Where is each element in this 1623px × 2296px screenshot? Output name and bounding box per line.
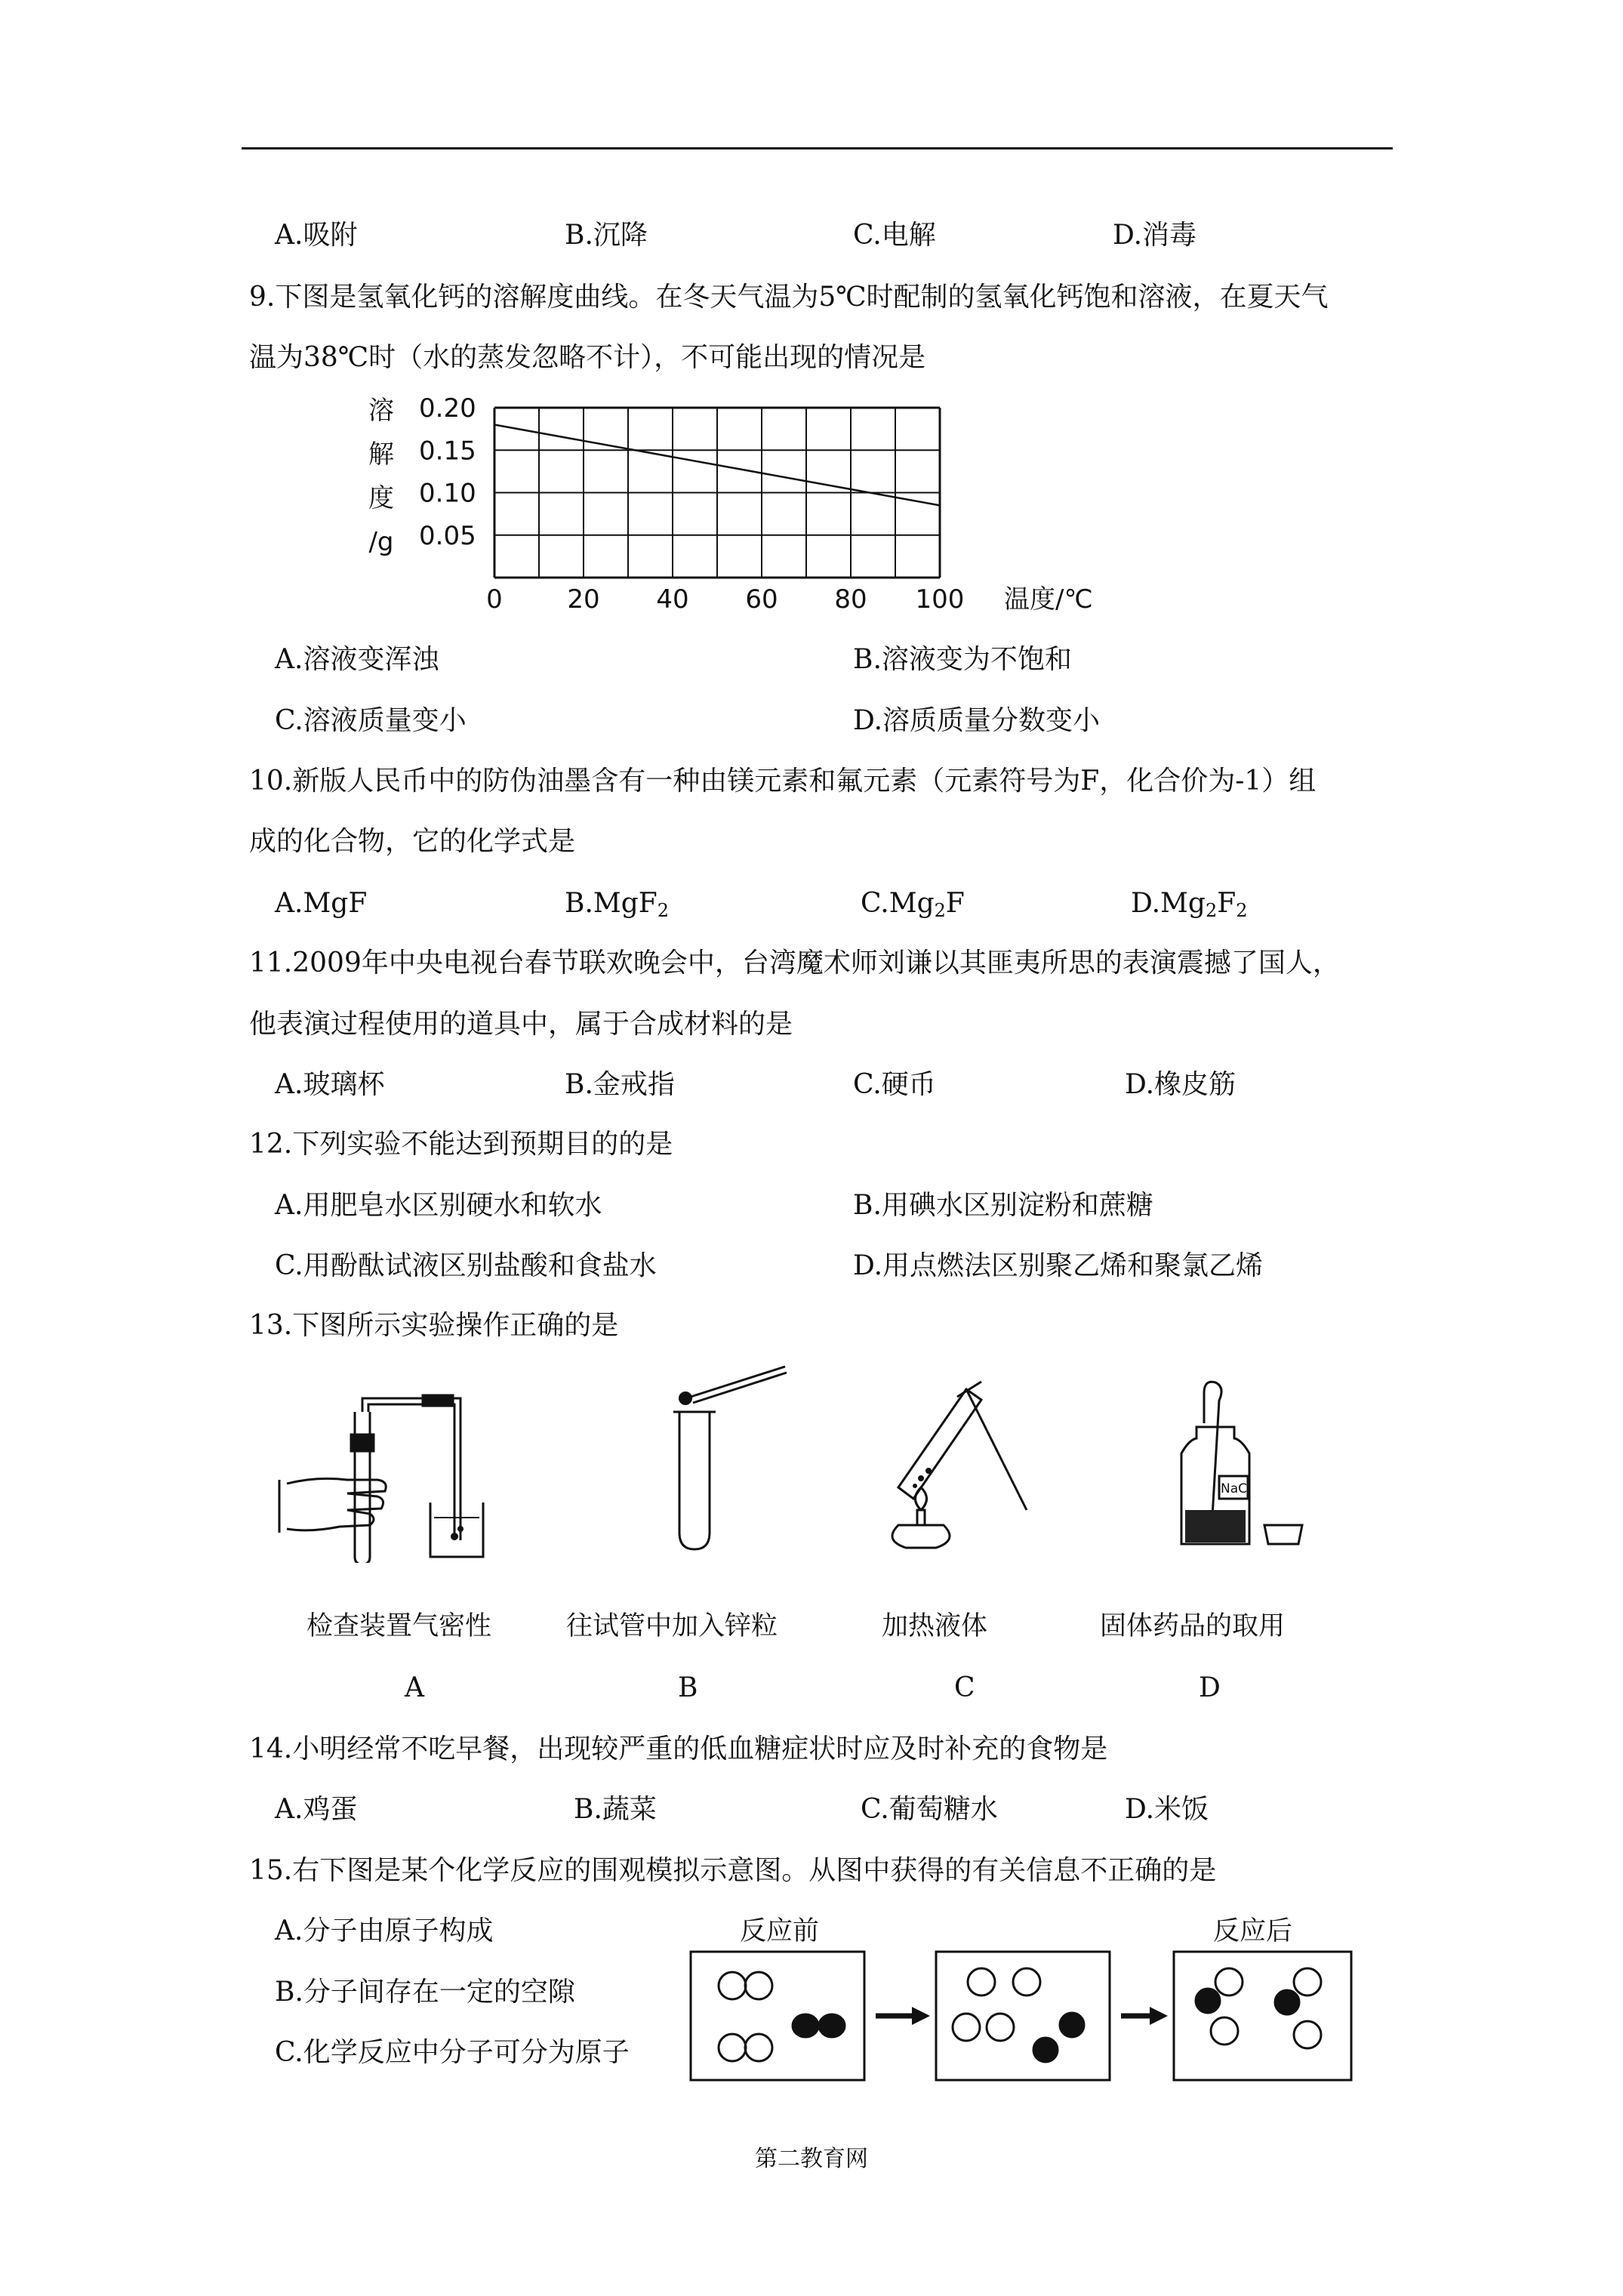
q14-option-b: B.蔬菜 xyxy=(574,1794,657,1825)
q12-option-c: C.用酚酞试液区别盐酸和食盐水 xyxy=(275,1250,657,1281)
x-tick-label: 0 xyxy=(486,584,503,615)
q11-stem-line2: 他表演过程使用的道具中，属于合成材料的是 xyxy=(249,1009,793,1040)
y-axis-label-char: 溶 xyxy=(368,396,394,426)
y-axis-label-char: 度 xyxy=(368,483,394,513)
q10-option-c: $C.Mg_2F$ xyxy=(861,888,965,921)
y-axis-label-char: /g xyxy=(368,527,394,557)
q11-option-c: C.硬币 xyxy=(853,1069,936,1100)
q11-option-b: B.金戒指 xyxy=(565,1069,675,1100)
header-rule xyxy=(242,147,1393,149)
x-tick-label: 80 xyxy=(834,584,867,615)
after-reaction-label: 反应后 xyxy=(1213,1916,1293,1946)
q11-option-d: D.橡皮筋 xyxy=(1125,1069,1236,1100)
page-footer: 第二教育网 xyxy=(755,2146,868,2172)
q10-option-b: B.MgF$_2$ xyxy=(565,888,670,921)
q10-stem-line1: 10.新版人民币中的防伪油墨含有一种由镁元素和氟元素（元素符号为F，化合价为-1）组 xyxy=(249,766,1317,797)
q13-stem: 13.下图所示实验操作正确的是 xyxy=(249,1310,619,1341)
solubility-chart xyxy=(355,389,1125,630)
q9-option-c: C.溶液质量变小 xyxy=(275,705,467,736)
q13-letter-b: B xyxy=(678,1672,698,1703)
q15-option-a: A.分子由原子构成 xyxy=(275,1915,494,1946)
before-reaction-label: 反应前 xyxy=(740,1916,820,1946)
q8-option-a: A.吸附 xyxy=(275,220,358,251)
heating-liquid-diagram xyxy=(853,1367,1049,1563)
add-zinc-test-tube-diagram xyxy=(649,1359,800,1555)
q9-stem-line2: 温为38℃时（水的蒸发忽略不计），不可能出现的情况是 xyxy=(249,342,926,373)
q13-letter-d: D xyxy=(1199,1672,1221,1703)
q12-stem: 12.下列实验不能达到预期目的的是 xyxy=(249,1129,673,1160)
q12-option-b: B.用碘水区别淀粉和蔗糖 xyxy=(853,1190,1153,1221)
x-tick-label: 20 xyxy=(567,584,600,615)
q15-stem: 15.右下图是某个化学反应的围观模拟示意图。从图中获得的有关信息不正确的是 xyxy=(249,1855,1217,1886)
x-tick-label: 60 xyxy=(745,584,778,615)
q8-option-d: D.消毒 xyxy=(1113,220,1197,251)
middle-box xyxy=(936,1952,1110,2080)
nacl-label: NaCl xyxy=(1221,1481,1251,1496)
y-tick-label: 0.20 xyxy=(419,393,476,424)
q14-option-c: C.葡萄糖水 xyxy=(861,1794,998,1825)
q13-caption-c: 加热液体 xyxy=(882,1611,988,1641)
q15-option-b: B.分子间存在一定的空隙 xyxy=(275,1977,575,2008)
q8-option-b: B.沉降 xyxy=(565,220,648,251)
solid-reagent-diagram xyxy=(1159,1378,1317,1559)
q14-option-d: D.米饭 xyxy=(1125,1794,1209,1825)
q13-caption-b: 往试管中加入锌粒 xyxy=(566,1611,778,1641)
airtightness-check-diagram xyxy=(257,1389,513,1563)
q9-stem-line1: 9.下图是氢氧化钙的溶解度曲线。在冬天气温为5℃时配制的氢氧化钙饱和溶液，在夏天气 xyxy=(249,282,1329,313)
x-tick-label: 100 xyxy=(915,584,965,615)
after-box xyxy=(1174,1952,1351,2080)
y-tick-label: 0.05 xyxy=(419,520,476,551)
q13-caption-a: 检查装置气密性 xyxy=(306,1611,492,1641)
y-tick-label: 0.10 xyxy=(419,478,476,509)
q10-option-d: $D.Mg_2F_2$ xyxy=(1131,888,1248,921)
q12-option-d: D.用点燃法区别聚乙烯和聚氯乙烯 xyxy=(853,1250,1264,1281)
q9-option-d: D.溶质质量分数变小 xyxy=(853,705,1101,736)
q11-option-a: A.玻璃杯 xyxy=(275,1069,385,1100)
q8-option-c: C.电解 xyxy=(853,220,936,251)
q14-stem: 14.小明经常不吃早餐，出现较严重的低血糖症状时应及时补充的食物是 xyxy=(249,1734,1108,1764)
q12-option-a: A.用肥皂水区别硬水和软水 xyxy=(275,1190,602,1221)
y-axis-label-char: 解 xyxy=(368,439,394,470)
x-tick-label: 40 xyxy=(656,584,689,615)
q13-letter-a: A xyxy=(405,1672,424,1703)
y-tick-label: 0.15 xyxy=(419,436,476,467)
q14-option-a: A.鸡蛋 xyxy=(275,1794,358,1825)
q9-option-a: A.溶液变浑浊 xyxy=(275,644,439,675)
reaction-arrow-1 xyxy=(876,2007,930,2025)
reaction-arrow-2 xyxy=(1121,2007,1168,2025)
q10-option-a: A.MgF xyxy=(275,888,368,919)
q10-stem-line2: 成的化合物，它的化学式是 xyxy=(249,826,576,857)
q15-option-c: C.化学反应中分子可分为原子 xyxy=(275,2037,630,2068)
q13-letter-c: C xyxy=(954,1672,975,1703)
q13-caption-d: 固体药品的取用 xyxy=(1100,1611,1286,1641)
x-axis-label: 温度/℃ xyxy=(1004,584,1093,615)
q9-option-b: B.溶液变为不饱和 xyxy=(853,644,1072,675)
reaction-model-diagram xyxy=(687,1948,1359,2084)
q11-stem-line1: 11.2009年中央电视台春节联欢晚会中，台湾魔术师刘谦以其匪夷所思的表演震撼了国人， xyxy=(249,948,1340,978)
